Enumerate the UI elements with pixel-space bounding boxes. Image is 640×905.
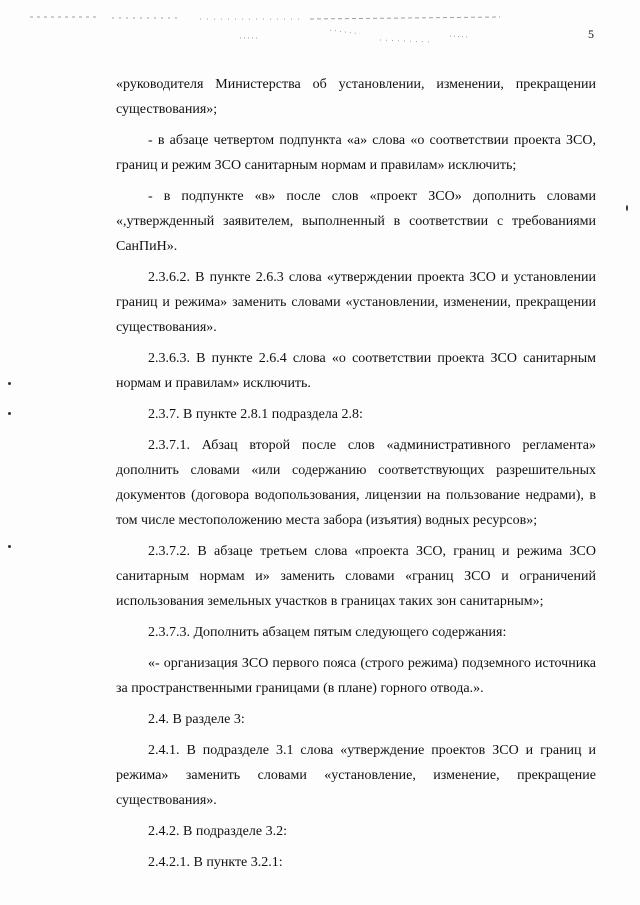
paragraph: 2.3.6.2. В пункте 2.6.3 слова «утверждении проекта ЗСО и установлении границ и режима» заменить словами «установлении, изменении, прекращении существования». bbox=[116, 270, 596, 335]
margin-dot bbox=[8, 412, 11, 415]
scan-artifact-top bbox=[0, 0, 640, 60]
margin-dot bbox=[8, 545, 11, 548]
page-number: 5 bbox=[588, 27, 594, 41]
paragraph: 2.3.7.1. Абзац второй после слов «административного регламента» дополнить словами «или содержанию соответствующих разрешительных документов (договора водопользования, лицензии на пользование недрами), в том числе местоположению места забора (изъятия) водных ресурсов»; bbox=[116, 438, 596, 528]
paragraph: 2.3.7. В пункте 2.8.1 подраздела 2.8: bbox=[148, 407, 363, 422]
margin-dot bbox=[8, 382, 11, 385]
paragraph: 2.3.7.2. В абзаце третьем слова «проекта ЗСО, границ и режима ЗСО санитарным нормам и» заменить словами «границ ЗСО и ограничений использования земельных участков в границах таких зон санитарным»; bbox=[116, 544, 596, 609]
paragraph: 2.4.1. В подразделе 3.1 слова «утверждение проектов ЗСО и границ и режима» заменить словами «установление, изменение, прекращение существования». bbox=[116, 743, 596, 808]
margin-mark bbox=[626, 205, 628, 211]
paragraph: «- организация ЗСО первого пояса (строго режима) подземного источника за пространственными границами (в плане) горного отвода.». bbox=[116, 656, 596, 696]
paragraph: 2.3.7.3. Дополнить абзацем пятым следующего содержания: bbox=[148, 625, 507, 640]
paragraph: «руководителя Министерства об установлении, изменении, прекращении существования»; bbox=[116, 77, 596, 117]
paragraph: - в подпункте «в» после слов «проект ЗСО» дополнить словами «,утвержденный заявителем, выполненный в соответствии с требованиями СанПиН». bbox=[116, 189, 596, 254]
paragraph: 2.4.2.1. В пункте 3.2.1: bbox=[148, 855, 283, 870]
document-body bbox=[116, 72, 596, 881]
paragraph: 2.3.6.3. В пункте 2.6.4 слова «о соответствии проекта ЗСО санитарным нормам и правилам» исключить. bbox=[116, 351, 596, 391]
paragraph: - в абзаце четвертом подпункта «а» слова «о соответствии проекта ЗСО, границ и режим ЗСО санитарным нормам и правилам» исключить; bbox=[116, 133, 596, 173]
paragraph: 2.4.2. В подразделе 3.2: bbox=[148, 824, 287, 839]
paragraph: 2.4. В разделе 3: bbox=[148, 712, 245, 727]
